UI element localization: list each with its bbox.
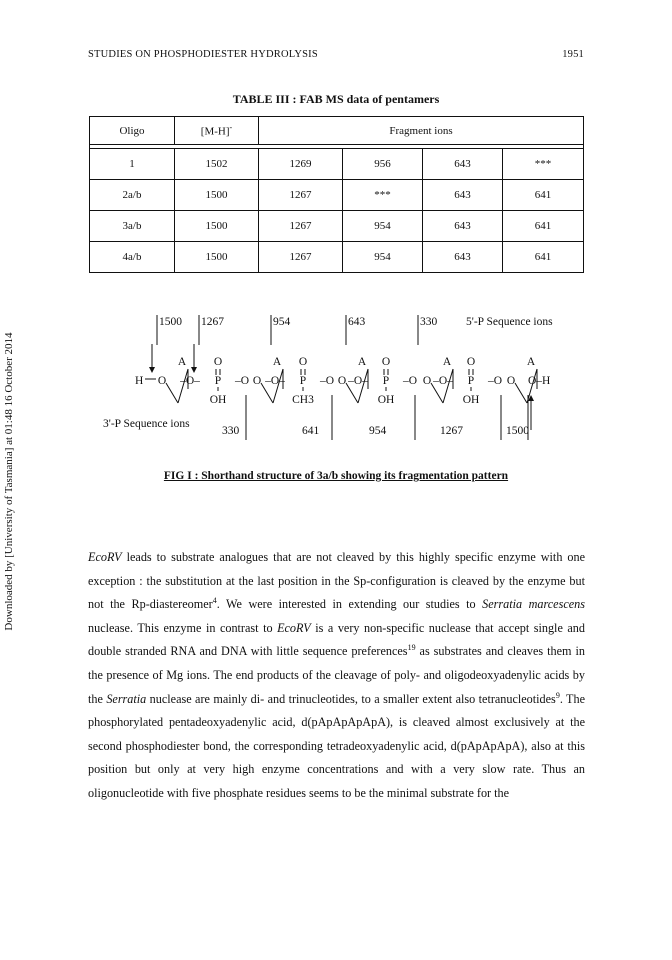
header-fragment-ions: Fragment ions bbox=[259, 117, 584, 145]
table-cell: 643 bbox=[423, 180, 503, 211]
table-cell: 1500 bbox=[175, 211, 259, 242]
table-cell: 1267 bbox=[259, 211, 343, 242]
base-adenine: A bbox=[177, 356, 187, 368]
phosphate-double-oxygen: O bbox=[213, 356, 223, 368]
sugar-bond bbox=[166, 383, 178, 403]
top-sequence-label: 5'-P Sequence ions bbox=[466, 316, 553, 328]
phosphorus: P bbox=[382, 375, 390, 387]
sugar-oxygen: O bbox=[422, 375, 432, 387]
phosphate-substituent: OH bbox=[377, 394, 395, 406]
italic-term: Serratia marcescens bbox=[482, 597, 585, 612]
header-oligo: Oligo bbox=[90, 117, 175, 145]
body-text-run: . We were interested in extending our studies to bbox=[216, 597, 483, 612]
table-cell: 643 bbox=[423, 211, 503, 242]
base-adenine: A bbox=[442, 356, 452, 368]
phosphate-oxygen-right: –O bbox=[234, 375, 250, 387]
phosphate-substituent: OH bbox=[209, 394, 227, 406]
table-cell: 2a/b bbox=[90, 180, 175, 211]
running-head bbox=[88, 49, 584, 63]
body-text-run: nuclease are mainly di- and trinucleotides, to a smaller extent also tetranucleotides bbox=[146, 691, 556, 706]
top-fragment-label: 954 bbox=[273, 316, 291, 328]
body-text-run: leads to substrate analogues that are not cleaved by this highly specific enzyme with one exception : the substitution at the last position in the Sp-configuration is cleaved by the enzyme but not the Rp-diastereomer bbox=[88, 550, 585, 612]
phosphate-oxygen-right: –O bbox=[402, 375, 418, 387]
bottom-fragment-label: 954 bbox=[369, 425, 387, 437]
fragmentation-diagram bbox=[88, 300, 584, 460]
table-cell: 1267 bbox=[259, 180, 343, 211]
table-cell: 1500 bbox=[175, 242, 259, 273]
table-cell: *** bbox=[343, 180, 423, 211]
terminal-h: H bbox=[135, 375, 144, 387]
terminal-oh: O–H bbox=[528, 375, 551, 387]
table-row bbox=[90, 180, 584, 211]
top-fragment-label: 643 bbox=[348, 316, 366, 328]
table-cell: 954 bbox=[343, 211, 423, 242]
top-fragment-label: 1500 bbox=[159, 316, 182, 328]
page-number: 1951 bbox=[562, 49, 584, 60]
table-cell: 4a/b bbox=[90, 242, 175, 273]
phosphorus: P bbox=[467, 375, 475, 387]
body-text-run: as substrates and cleaves them in the presence of Mg ions. The end products of the cleavage of poly- and oligodeoxyadenylic acids by the bbox=[88, 644, 585, 706]
phosphate-oxygen-left: –O– bbox=[265, 375, 285, 387]
base-adenine: A bbox=[526, 356, 536, 368]
table-title: TABLE III : FAB MS data of pentamers bbox=[232, 92, 440, 106]
table-cell: 641 bbox=[503, 180, 584, 211]
table-row bbox=[90, 149, 584, 180]
body-text-run: is a very non-specific nuclease that accept single and double stranded RNA and DNA with little sequence preferences bbox=[88, 620, 585, 659]
phosphorus: P bbox=[299, 375, 307, 387]
table-cell: 643 bbox=[423, 242, 503, 273]
table-cell: 641 bbox=[503, 242, 584, 273]
bottom-fragment-label: 1267 bbox=[440, 425, 463, 437]
phosphate-double-oxygen: O bbox=[381, 356, 391, 368]
top-fragment-label: 330 bbox=[420, 316, 438, 328]
body-paragraph bbox=[88, 546, 585, 806]
table-cell: 641 bbox=[503, 211, 584, 242]
table-cell: 1269 bbox=[259, 149, 343, 180]
phosphate-substituent: CH3 bbox=[292, 394, 314, 406]
bottom-sequence-label: 3'-P Sequence ions bbox=[103, 418, 190, 430]
phosphate-oxygen-right: –O bbox=[487, 375, 503, 387]
body-text-run: nuclease. This enzyme in contrast to bbox=[88, 620, 278, 635]
base-adenine: A bbox=[272, 356, 282, 368]
table-row bbox=[90, 211, 584, 242]
bottom-fragment-label: 1500 bbox=[506, 425, 529, 437]
italic-term: EcoRV bbox=[88, 550, 122, 564]
table-cell: 956 bbox=[343, 149, 423, 180]
download-watermark-text: Downloaded by [University of Tasmania] at 01:48 16 October 2014 bbox=[3, 332, 15, 631]
table-cell: 643 bbox=[423, 149, 503, 180]
table-cell: 1500 bbox=[175, 180, 259, 211]
phosphate-double-oxygen: O bbox=[466, 356, 476, 368]
header-mass-superscript: - bbox=[229, 123, 233, 133]
bottom-fragment-label: 641 bbox=[302, 425, 320, 437]
phosphate-substituent: OH bbox=[462, 394, 480, 406]
header-mass-text: [M-H] bbox=[200, 125, 230, 138]
figure-caption: FIG I : Shorthand structure of 3a/b showing its fragmentation pattern bbox=[163, 470, 509, 482]
phosphate-oxygen-left: –O– bbox=[348, 375, 368, 387]
sugar-oxygen: O bbox=[252, 375, 262, 387]
table-cell: 1 bbox=[90, 149, 175, 180]
base-adenine: A bbox=[357, 356, 367, 368]
phosphate-oxygen-left: –O– bbox=[433, 375, 453, 387]
running-head-title: STUDIES ON PHOSPHODIESTER HYDROLYSIS bbox=[88, 49, 318, 60]
sugar-oxygen: O bbox=[506, 375, 516, 387]
phosphate-oxygen-left: –O– bbox=[180, 375, 200, 387]
table-row bbox=[90, 242, 584, 273]
reference-superscript: 19 bbox=[407, 643, 416, 653]
fab-ms-table bbox=[89, 116, 584, 273]
reference-superscript: 9 bbox=[555, 690, 560, 700]
bottom-fragment-label: 330 bbox=[222, 425, 240, 437]
top-fragment-label: 1267 bbox=[201, 316, 224, 328]
header-mass bbox=[175, 117, 259, 145]
sugar-oxygen: O bbox=[157, 375, 167, 387]
sugar-bond bbox=[515, 383, 527, 403]
reference-superscript: 4 bbox=[212, 596, 217, 606]
italic-term: Serratia bbox=[106, 691, 147, 706]
table-cell: 1267 bbox=[259, 242, 343, 273]
table-cell: *** bbox=[503, 149, 584, 180]
phosphorus: P bbox=[214, 375, 222, 387]
phosphate-oxygen-right: –O bbox=[319, 375, 335, 387]
italic-term: EcoRV bbox=[277, 620, 311, 635]
table-cell: 3a/b bbox=[90, 211, 175, 242]
sugar-oxygen: O bbox=[337, 375, 347, 387]
table-header-row bbox=[90, 117, 584, 145]
body-text-run: . The phosphorylated pentadeoxyadenylic acid, d(pApApApApA), is cleaved almost exclusively at the second phosphodiester bond, the corresponding tetradeoxyadenylic acid, d(pApApApA), also at this position but only at very high enzyme concentrations and with a very slow rate. Thus an oligonucleotide with five phosphate residues seems to be the minimal substrate for the bbox=[88, 691, 586, 800]
download-watermark bbox=[3, 299, 17, 664]
table-cell: 954 bbox=[343, 242, 423, 273]
phosphate-double-oxygen: O bbox=[298, 356, 308, 368]
table-cell: 1502 bbox=[175, 149, 259, 180]
